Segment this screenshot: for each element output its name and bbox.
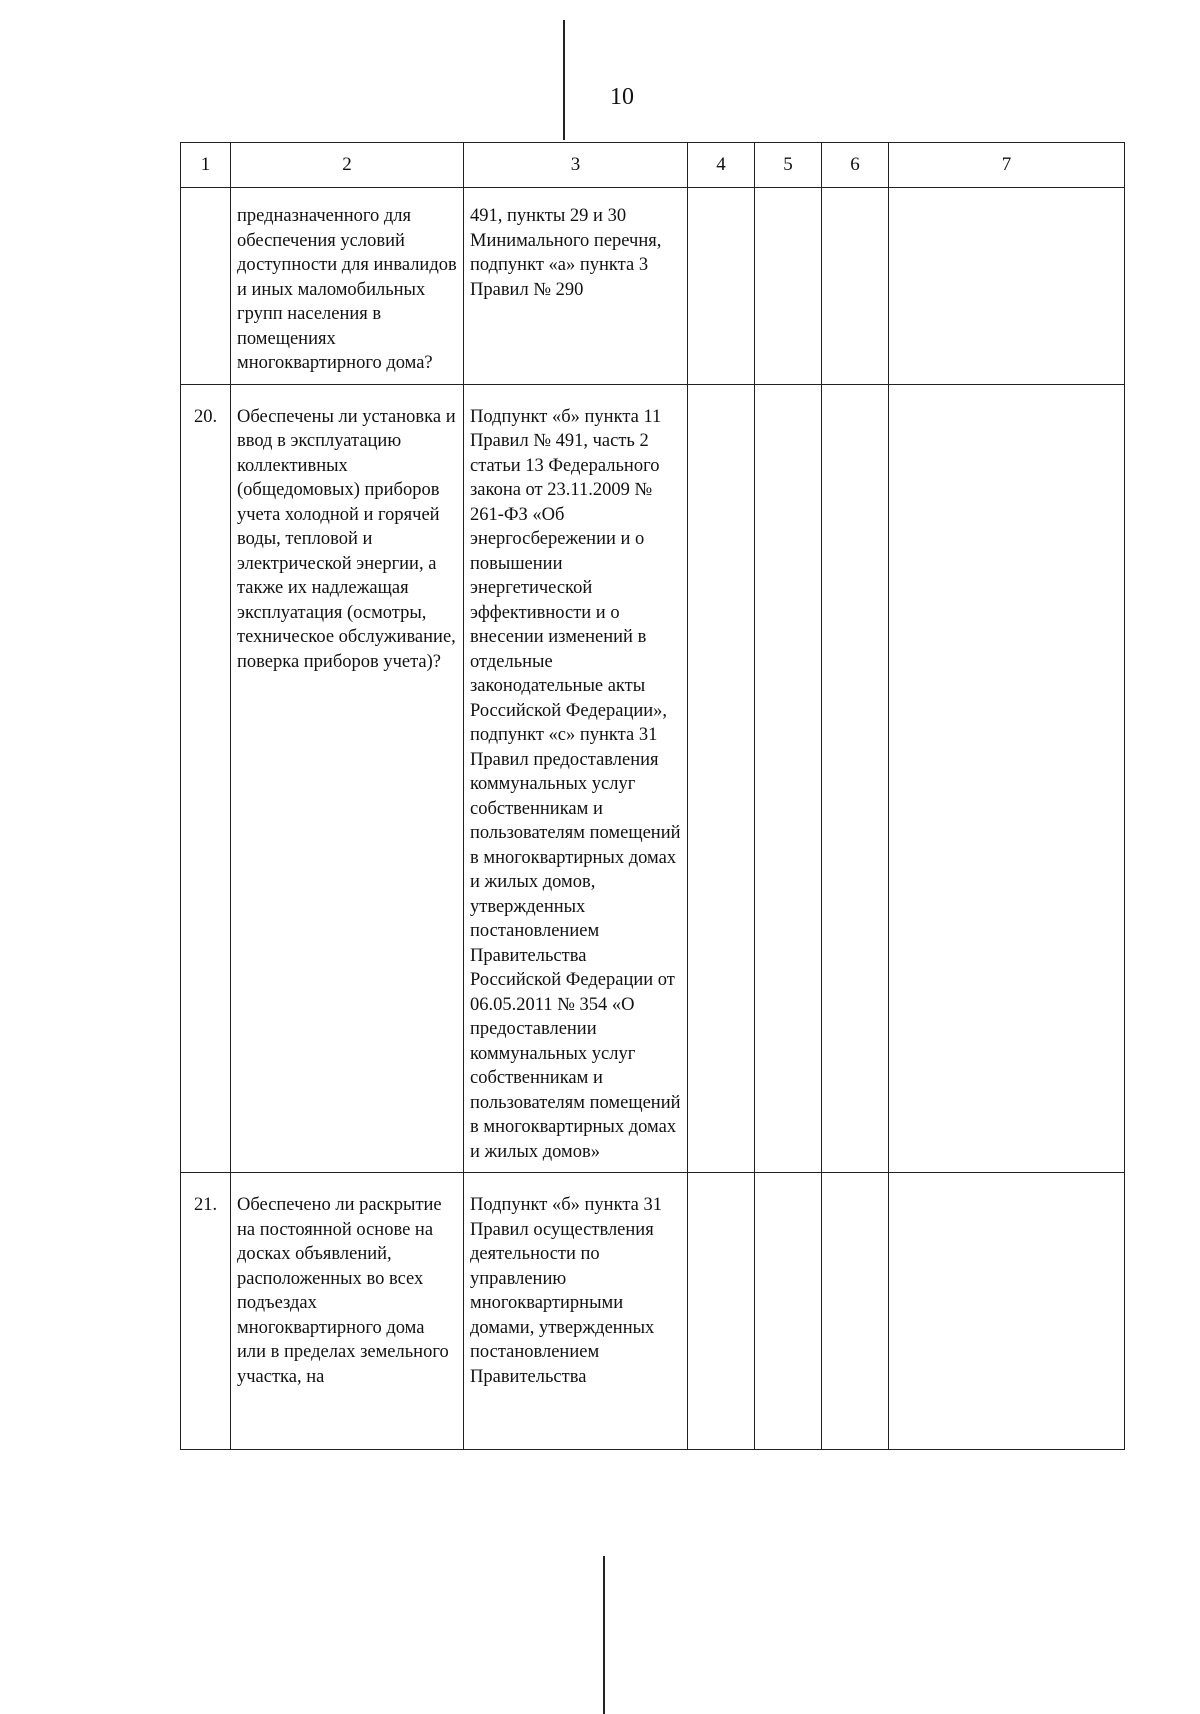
column-header: 3 (464, 143, 688, 188)
row-number: 21. (181, 1173, 231, 1450)
legal-reference: Подпункт «б» пункта 31 Правил осуществления деятельности по управлению многоквартирными домами, утвержденных постановлением Правительства (464, 1173, 688, 1450)
empty-cell (889, 188, 1125, 385)
column-header: 4 (688, 143, 755, 188)
empty-cell (755, 1173, 822, 1450)
column-number-row (181, 143, 1125, 188)
table-row (181, 384, 1125, 1173)
legal-reference: Подпункт «б» пункта 11 Правил № 491, часть 2 статьи 13 Федерального закона от 23.11.2009 № 261-ФЗ «Об энергосбережении и о повышении энергетической эффективности и о внесении изменений в отдельные законодательные акты Российской Федерации», подпункт «с» пункта 31 Правил предоставления коммунальных услуг собственникам и пользователям помещений в многоквартирных домах и жилых домов, утвержденных постановлением Правительства Российской Федерации от 06.05.2011 № 354 «О предоставлении коммунальных услуг собственникам и пользователям помещений в многоквартирных домах и жилых домов» (464, 384, 688, 1173)
scan-line-bottom (603, 1556, 605, 1714)
empty-cell (755, 188, 822, 385)
row-number: 20. (181, 384, 231, 1173)
column-header: 7 (889, 143, 1125, 188)
empty-cell (755, 384, 822, 1173)
page-number: 10 (610, 84, 634, 110)
empty-cell (822, 188, 889, 385)
requirement-question: Обеспечено ли раскрытие на постоянной основе на досках объявлений, расположенных во всех подъездах многоквартирного дома или в пределах земельного участка, на (231, 1173, 464, 1450)
requirement-question: Обеспечены ли установка и ввод в эксплуатацию коллективных (общедомовых) приборов учета холодной и горячей воды, тепловой и электрической энергии, а также их надлежащая эксплуатация (осмотры, техническое обслуживание, поверка приборов учета)? (231, 384, 464, 1173)
empty-cell (889, 384, 1125, 1173)
empty-cell (889, 1173, 1125, 1450)
row-number (181, 188, 231, 385)
table-row (181, 188, 1125, 385)
scan-line-top (563, 20, 565, 140)
empty-cell (822, 1173, 889, 1450)
empty-cell (688, 384, 755, 1173)
empty-cell (688, 188, 755, 385)
table-row (181, 1173, 1125, 1450)
empty-cell (688, 1173, 755, 1450)
column-header: 6 (822, 143, 889, 188)
legal-reference: 491, пункты 29 и 30 Минимального перечня, подпункт «а» пункта 3 Правил № 290 (464, 188, 688, 385)
column-header: 2 (231, 143, 464, 188)
requirements-table (180, 142, 1125, 1450)
column-header: 1 (181, 143, 231, 188)
column-header: 5 (755, 143, 822, 188)
requirement-question: предназначенного для обеспечения условий доступности для инвалидов и иных маломобильных групп населения в помещениях многоквартирного дома? (231, 188, 464, 385)
empty-cell (822, 384, 889, 1173)
